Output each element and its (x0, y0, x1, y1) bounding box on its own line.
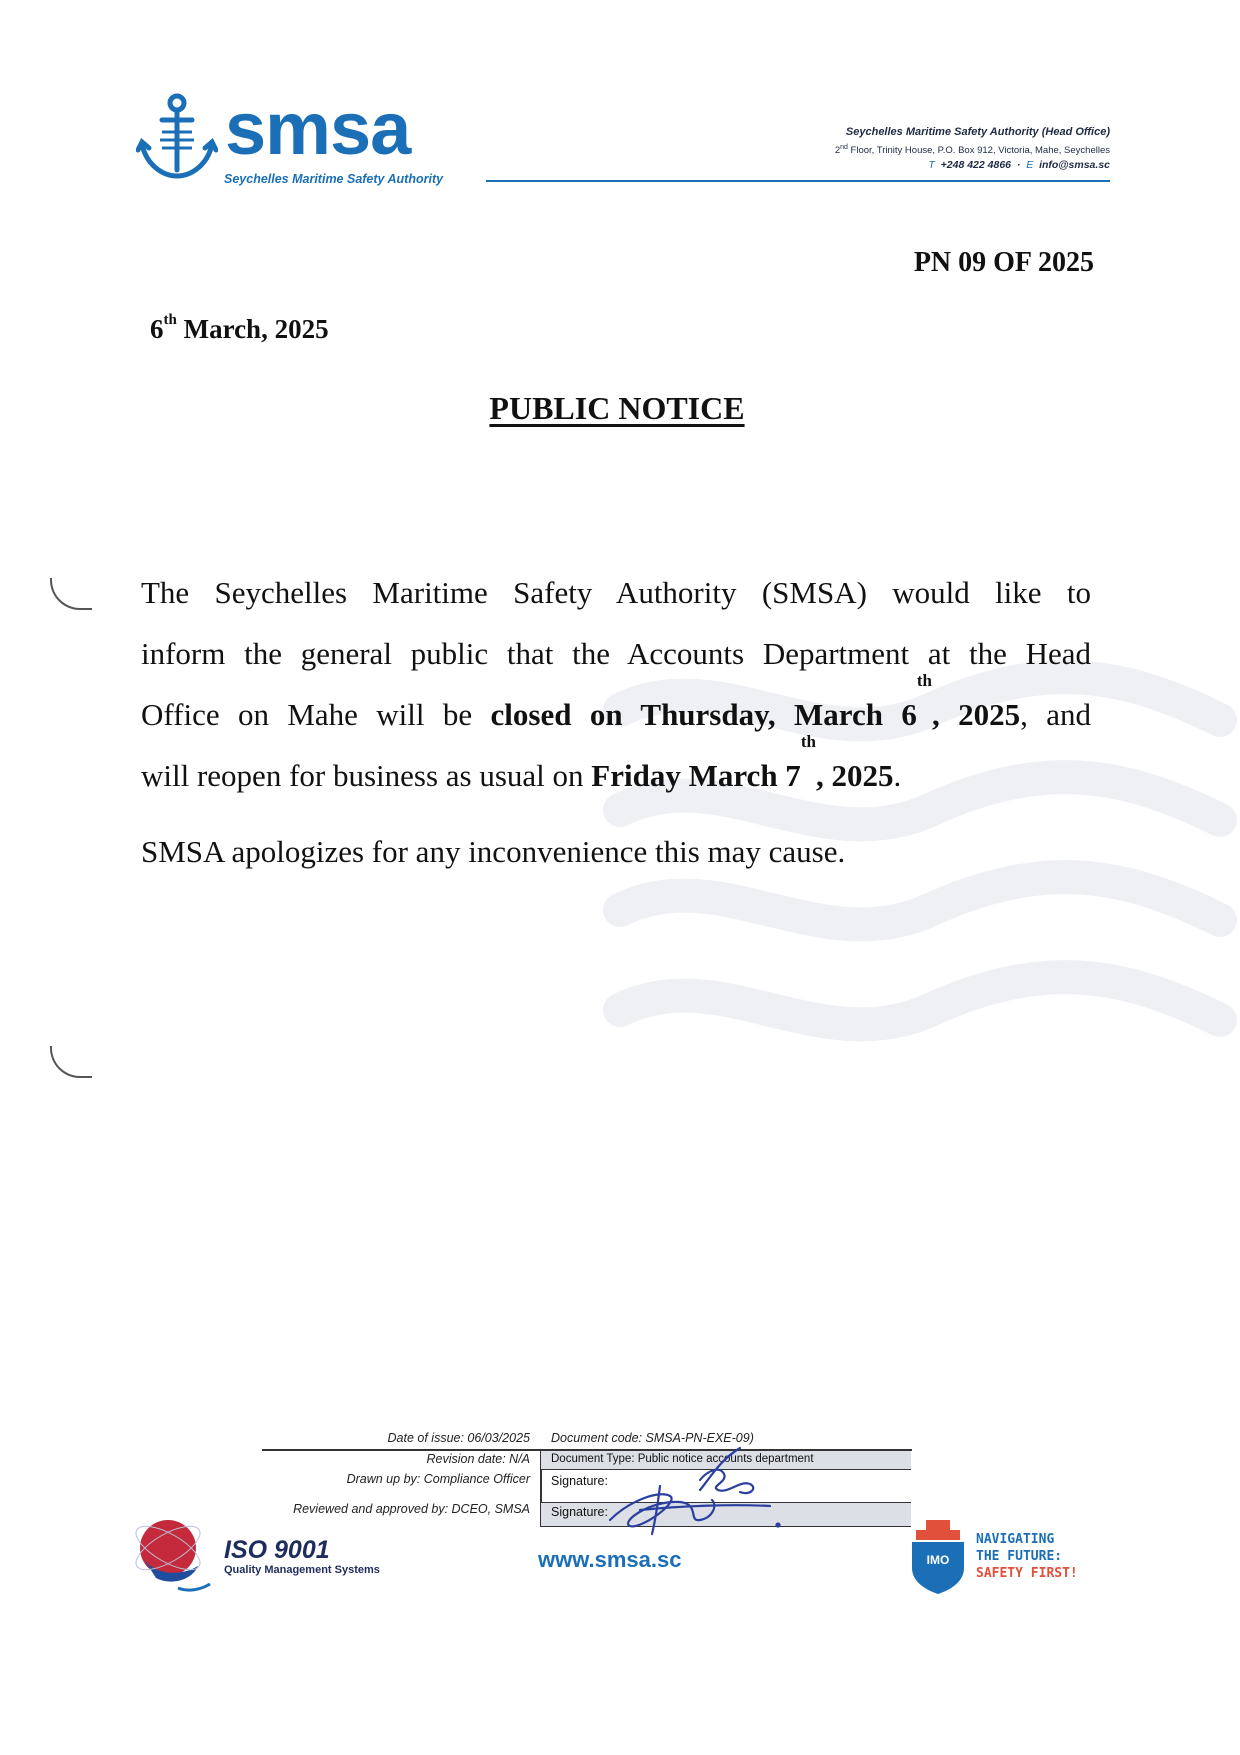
revision-date: Revision date: N/A (426, 1452, 530, 1466)
iso-title: ISO 9001 (224, 1536, 330, 1564)
slogan-line: NAVIGATING (976, 1532, 1055, 1547)
apology-text: SMSA apologizes for any inconvenience this may cause. (141, 834, 846, 869)
office-name: Seychelles Maritime Safety Authority (Head Office) (845, 126, 1110, 138)
office-contact (690, 158, 1110, 173)
drawn-up-by: Drawn up by: Compliance Officer (346, 1472, 530, 1486)
document-code: Document code: SMSA-PN-EXE-09) (551, 1431, 754, 1445)
paragraph-line: The Seychelles Maritime Safety Authority (SMSA) would like to (141, 575, 1091, 610)
signature-label: Signature: (551, 1505, 608, 1519)
phone-number: +248 422 4866 (940, 159, 1012, 172)
notice-paragraph (141, 562, 1091, 806)
head-office-block (690, 125, 1110, 173)
imo-badge-text: IMO (926, 1553, 950, 1567)
handwritten-signature (600, 1440, 800, 1550)
iso-subtitle: Quality Management Systems (224, 1564, 380, 1576)
notice-date: 6th March, 2025 (150, 312, 329, 344)
anchor-logo-icon (136, 92, 218, 184)
page-title: PUBLIC NOTICE (489, 390, 745, 426)
contact-separator: · (1016, 159, 1021, 172)
punch-hole-mark (50, 578, 92, 610)
slogan-line: SAFETY FIRST! (976, 1566, 1078, 1581)
website-link[interactable]: www.smsa.sc (538, 1547, 682, 1572)
paragraph-line: will reopen for business as usual on Friday March 7th, 2025. (141, 732, 902, 793)
logo-subtitle: Seychelles Maritime Safety Authority (224, 172, 444, 186)
paragraph-line: inform the general public that the Accounts Department at the Head (141, 636, 1091, 671)
email-label: E (1026, 159, 1034, 172)
iso-globe-icon (128, 1506, 220, 1598)
reviewed-by: Reviewed and approved by: DCEO, SMSA (293, 1502, 530, 1516)
date-of-issue: Date of issue: 06/03/2025 (387, 1431, 530, 1445)
notice-number: PN 09 OF 2025 (913, 247, 1094, 278)
signature-label: Signature: (551, 1474, 608, 1488)
slogan (976, 1531, 1078, 1582)
logo-wordmark: smsa (225, 87, 411, 170)
paragraph-line: Office on Mahe will be closed on Thursday, March 6th, 2025, and (141, 671, 1091, 732)
document-type: Document Type: Public notice accounts department (551, 1453, 814, 1465)
email-address: info@smsa.sc (1039, 159, 1110, 172)
header-rule (486, 180, 1110, 182)
punch-hole-mark (50, 1046, 92, 1078)
slogan-line: THE FUTURE: (976, 1549, 1063, 1564)
phone-label: T (928, 159, 935, 172)
imo-ship-shield-icon (906, 1516, 970, 1596)
office-address: 2nd Floor, Trinity House, P.O. Box 912, Victoria, Mahe, Seychelles (834, 144, 1110, 157)
